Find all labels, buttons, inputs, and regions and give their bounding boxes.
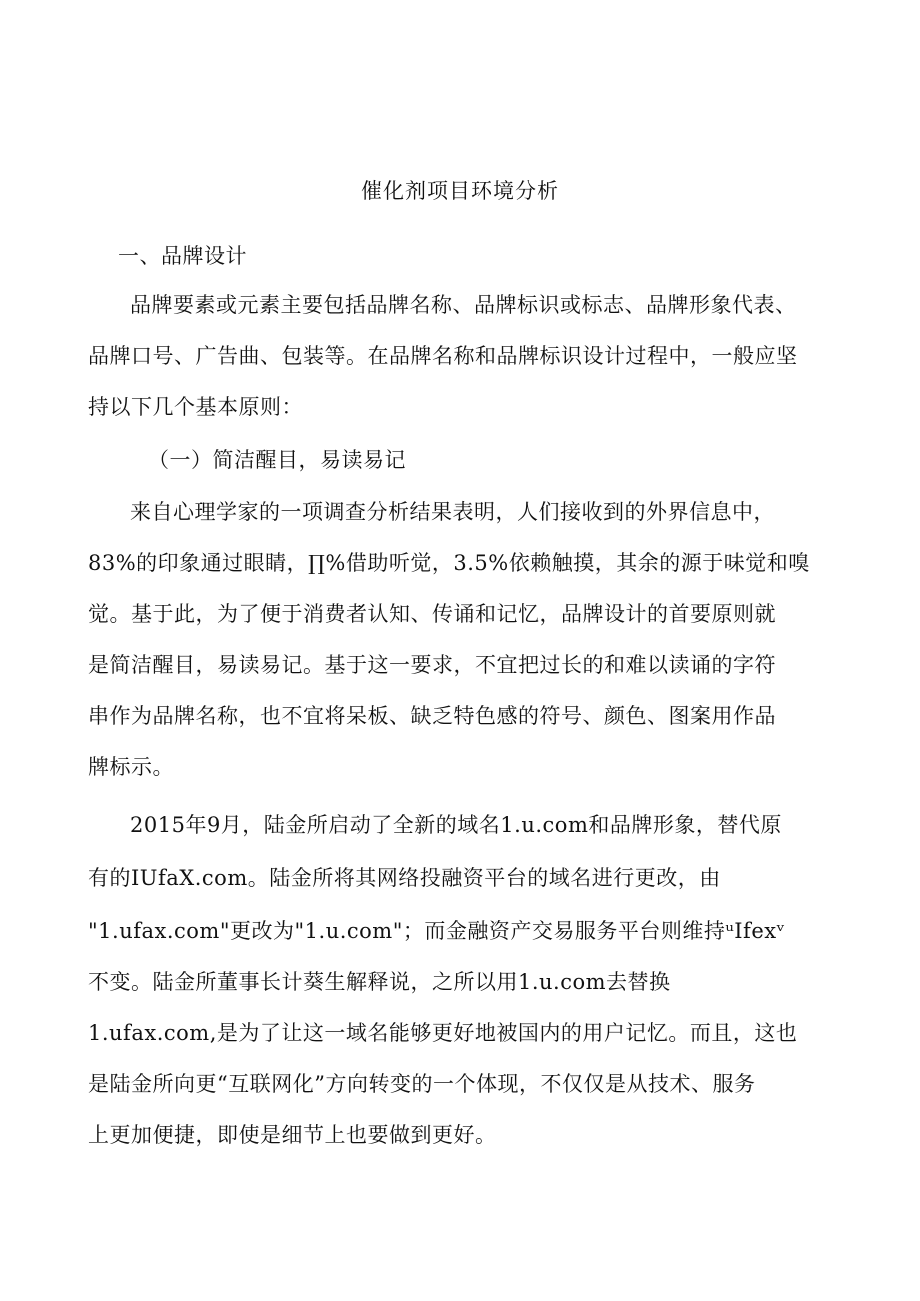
intro-line: 品牌口号、广告曲、包装等。在品牌名称和品牌标识设计过程中，一般应坚 [88, 344, 798, 368]
paragraph-line: "1.ufax.com"更改为"1.u.com"；而金融资产交易服务平台则维持ᵘIfexᵛ [88, 919, 785, 943]
paragraph-line: 是简洁醒目，易读易记。基于这一要求，不宜把过长的和难以读诵的字符 [88, 653, 776, 677]
paragraph-line: 不变。陆金所董事长计葵生解释说，之所以用1.u.com去替换 [88, 970, 671, 994]
paragraph-line: 串作为品牌名称，也不宜将呆板、缺乏特色感的符号、颜色、图案用作品 [88, 704, 776, 728]
paragraph-line: 2015年9月，陆金所启动了全新的域名1.u.com和品牌形象，替代原 [130, 813, 782, 837]
paragraph-line: 上更加便捷，即使是细节上也要做到更好。 [88, 1123, 497, 1147]
paragraph-line: 有的IUfaX.com。陆金所将其网络投融资平台的域名进行更改，由 [88, 866, 721, 890]
document-title: 催化剂项目环境分析 [361, 179, 559, 203]
paragraph-line: 牌标示。 [88, 755, 174, 779]
paragraph-line: 来自心理学家的一项调查分析结果表明，人们接收到的外界信息中， [130, 500, 775, 524]
paragraph-line: 是陆金所向更“互联网化”方向转变的一个体现，不仅仅是从技术、服务 [88, 1072, 756, 1096]
paragraph-line: 觉。基于此，为了便于消费者认知、传诵和记忆，品牌设计的首要原则就 [88, 602, 776, 626]
subheading: （一）简洁醒目，易读易记 [148, 448, 406, 472]
intro-line: 品牌要素或元素主要包括品牌名称、品牌标识或标志、品牌形象代表、 [130, 293, 797, 317]
paragraph-line: 1.ufax.com,是为了让这一域名能够更好地被国内的用户记忆。而且，这也 [88, 1021, 798, 1045]
intro-line: 持以下几个基本原则： [88, 395, 303, 419]
section-heading: 一、品牌设计 [118, 244, 247, 268]
paragraph-line: 83%的印象通过眼睛，∏%借助听觉，3.5%依赖触摸，其余的源于味觉和嗅 [88, 551, 810, 575]
